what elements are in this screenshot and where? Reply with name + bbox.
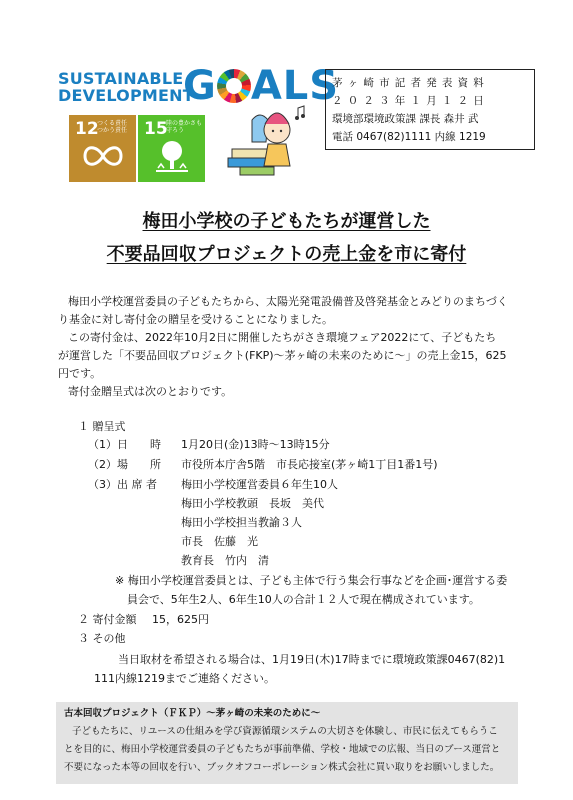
section-2-heading: ２ 寄付金額 xyxy=(78,613,137,626)
attendee-item: 梅田小学校担当教諭３人 xyxy=(181,516,302,529)
press-release-department: 環境部環境政策課 課長 森井 武 xyxy=(332,113,479,125)
sdgs-logo-text xyxy=(58,70,194,104)
document-title-line2 xyxy=(0,240,573,266)
sdg-goal-12-icon xyxy=(69,115,136,182)
sdg-goal-15-number: 15 xyxy=(144,119,168,139)
fkp-box-line3: 不要になった本等の回収を行い、ブックオフコーポレーション株式会社に買い取りをお願いしました。 xyxy=(64,762,500,773)
section-1-heading: １ 贈呈式 xyxy=(78,420,126,433)
sdg-goal-12-label: つくる責任 つかう責任 xyxy=(97,120,128,134)
sdgs-logo-line1: SUSTAINABLE xyxy=(58,69,184,88)
donation-amount: 15，625円 xyxy=(152,613,209,626)
body-paragraph-2-line3: 円です。 xyxy=(58,367,102,380)
goals-letters-als: ALS xyxy=(250,63,340,109)
ceremony-attendees-label: （3）出 席 者 xyxy=(88,478,157,491)
sdg-goal-15-icon xyxy=(138,115,205,182)
ceremony-place-value: 市役所本庁舎5階 市長応接室(茅ヶ崎1丁目1番1号) xyxy=(181,458,438,471)
press-release-date: ２０２３年１月１２日 xyxy=(332,95,489,107)
goals-letter-g: G xyxy=(183,63,217,109)
ceremony-place-label: （2）場 所 xyxy=(88,458,161,471)
title-line1-text: 梅田小学校の子どもたちが運営した xyxy=(142,211,431,232)
ceremony-date-label: （1）日 時 xyxy=(88,438,161,451)
body-paragraph-1-line2: り基金に対し寄付金の贈呈を受けることになりました。 xyxy=(58,313,333,326)
section-3-heading: ３ その他 xyxy=(78,632,126,645)
press-release-header: 茅ヶ崎市記者発表資料 xyxy=(332,77,489,89)
fkp-box-line1: 子どもたちに、リユースの仕組みを学び資源循環システムの大切さを体験し、市民に伝えてもらうこ xyxy=(72,726,498,737)
committee-note-line1: ※ 梅田小学校運営委員とは、子ども主体で行う集会行事などを企画･運営する委 xyxy=(115,574,508,587)
contact-info-line2: 111内線1219までご連絡ください。 xyxy=(94,672,275,685)
sdgs-logo-line2: DEVELOPMENT xyxy=(58,86,194,105)
sdg-goal-15-label: 陸の豊かさも 守ろう xyxy=(166,120,203,134)
child-mascot-illustration xyxy=(210,100,315,185)
sdg-goal-12-number: 12 xyxy=(75,119,99,139)
press-release-box xyxy=(325,69,535,150)
title-line2-text: 不要品回収プロジェクトの売上金を市に寄付 xyxy=(106,244,467,265)
body-paragraph-2-line2: が運営した「不要品回収プロジェクト(FKP)～茅ヶ崎の未来のために～」の売上金15，625 xyxy=(58,349,507,362)
fkp-box-line2: とを目的に、梅田小学校運営委員の子どもたちが事前準備、学校・地域での広報、当日のブース運営と xyxy=(64,744,501,755)
fkp-box-title: 古本回収プロジェクト（ＦＫＰ）～茅ヶ崎の未来のために～ xyxy=(64,708,321,719)
committee-note-line2: 員会で、5年生2人、6年生10人の合計１２人で現在構成されています。 xyxy=(127,593,480,606)
attendee-item: 市長 佐藤 光 xyxy=(181,535,258,548)
body-paragraph-3: 寄付金贈呈式は次のとおりです。 xyxy=(68,385,233,398)
body-paragraph-2-line1: この寄付金は、2022年10月2日に開催したちがさき環境フェア2022にて、子どもたち xyxy=(68,331,497,344)
sdgs-wheel-icon xyxy=(217,69,251,103)
attendee-item: 梅田小学校運営委員６年生10人 xyxy=(181,478,338,491)
fkp-description-box xyxy=(56,702,518,784)
infinity-icon xyxy=(81,141,125,171)
ceremony-date-value: 1月20日(金)13時～13時15分 xyxy=(181,438,330,451)
contact-info-line1: 当日取材を希望される場合は、1月19日(木)17時までに環境政策課0467(82)1 xyxy=(118,653,506,666)
document-title-line1 xyxy=(0,207,573,233)
body-paragraph-1-line1: 梅田小学校運営委員の子どもたちから、太陽光発電設備普及啓発基金とみどりのまちづく xyxy=(68,295,508,308)
attendee-item: 教育長 竹内 清 xyxy=(181,554,269,567)
press-release-phone: 電話 0467(82)1111 内線 1219 xyxy=(332,131,486,143)
tree-icon xyxy=(152,139,192,177)
attendee-item: 梅田小学校教頭 長坂 美代 xyxy=(181,497,324,510)
